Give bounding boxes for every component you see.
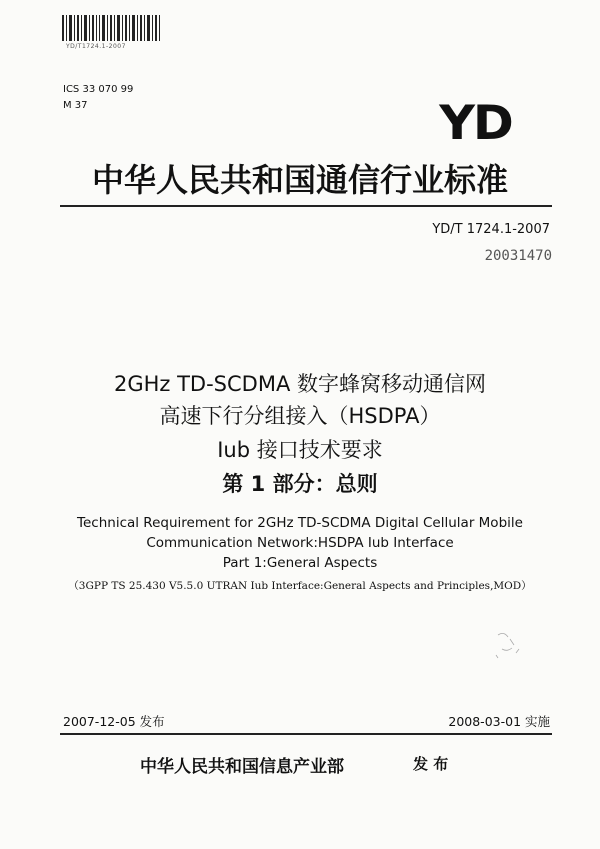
barcode-text: YD/T1724.1-2007 [66,43,126,50]
en-title-line-2: Communication Network:HSDPA Iub Interface [146,535,454,551]
ccs-code: M 37 [63,100,88,111]
top-divider [60,205,552,207]
yd-logo: YD [439,96,512,151]
ics-code: ICS 33 070 99 [63,84,134,95]
scan-smudge [490,625,530,665]
bottom-divider [60,733,552,735]
standard-number: YD/T 1724.1-2007 [432,222,550,237]
issuer: 中华人民共和国信息产业部 [140,757,344,777]
standard-category-title: 中华人民共和国通信行业标准 [91,161,508,199]
barcode [62,15,160,41]
replaces-stamp: 20031470 [484,248,552,264]
en-title-line-3: Part 1:General Aspects [222,555,378,571]
implement-date: 2008-03-01 实施 [448,714,550,729]
publish-date: 2007-12-05 发布 [63,714,165,729]
cn-title-line-1: 2GHz TD-SCDMA 数字蜂窝移动通信网 [113,372,487,396]
en-title-note: （3GPP TS 25.430 V5.5.0 UTRAN Iub Interface:General Aspects and Principles,MOD） [68,580,532,592]
cn-title-line-2: 高速下行分组接入（HSDPA） [159,404,441,428]
issuer-action: 发 布 [413,755,449,773]
cn-title-line-4: 第 1 部分：总则 [222,472,378,496]
cn-title-line-3: Iub 接口技术要求 [217,438,383,462]
en-title-line-1: Technical Requirement for 2GHz TD-SCDMA Digital Cellular Mobile [77,515,523,531]
